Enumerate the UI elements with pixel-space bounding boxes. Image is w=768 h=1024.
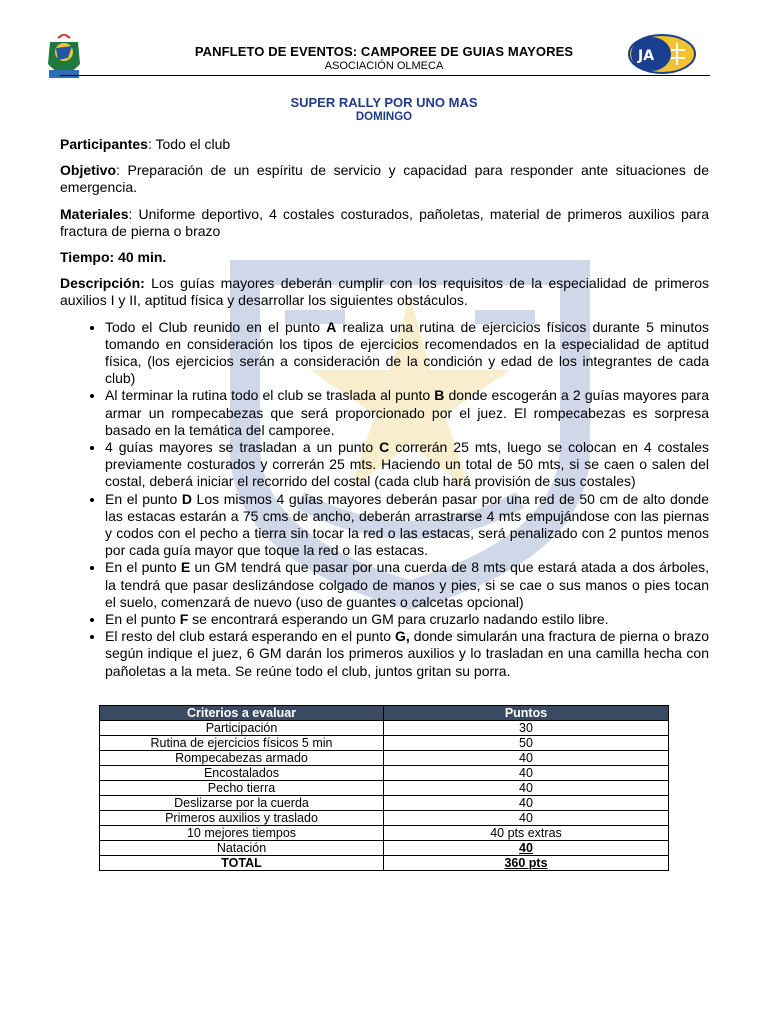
table-cell: Encostalados [100,766,384,781]
table-row [100,736,669,751]
list-item [105,628,709,680]
table-total-row [100,856,669,871]
step-text: correrán 25 mts, luego se colocan en 4 costales previamente costurados y correrán 25 mts. Haciendo un total de 50 mts, si se caen o salen del costal, deberá iniciar el recorrido del costal (cada club hará provisión de sus costales) [105,439,709,490]
list-item [105,491,709,560]
table-cell: 40 [384,766,669,781]
table-row [100,721,669,736]
criteria-table [99,705,669,871]
table-cell: Natación [100,841,384,856]
step-text: donde escogerán a 2 guías mayores para armar un rompecabezas que será proporcionado por el juez. El rompecabezas es sorpresa basado en la temática del camporee. [105,387,709,438]
table-row [100,751,669,766]
table-cell: 40 [384,751,669,766]
step-point: E [180,559,191,576]
materiales-line [60,206,709,240]
step-point: C [379,439,390,456]
camporee-logo [44,34,84,84]
step-point: F [179,611,189,628]
list-item [105,319,709,388]
step-point: G, [394,628,410,645]
step-point: B [434,387,445,404]
table-cell: Primeros auxilios y traslado [100,811,384,826]
step-text: Los mismos 4 guías mayores deberán pasar por una red de 50 cm de alto donde las estacas estarán a 75 cms de ancho, deberán arrastrarse 4 mts empujándose con las piernas y codos con el pecho a tierra sin tocar la red o las estacas, será penalizado con 2 puntos menos por cada guía mayor que toque la red o las estacas. [105,490,709,559]
step-text: En el punto [105,611,180,628]
header-subtitle: ASOCIACIÓN OLMECA [324,60,444,72]
table-row [100,766,669,781]
table-cell: 40 pts extras [384,826,669,841]
step-text: Al terminar la rutina todo el club se traslada al punto [105,387,435,404]
table-cell: 360 pts [384,856,669,871]
table-cell: 10 mejores tiempos [100,826,384,841]
table-cell: Pecho tierra [100,781,384,796]
list-item [105,387,709,439]
table-cell: 40 [384,841,669,856]
step-text: En el punto [105,490,182,507]
step-text: se encontrará esperando un GM para cruzarlo nadando estilo libre. [188,611,609,628]
descripcion-label: Descripción: [60,275,145,292]
step-text: En el punto [105,559,181,576]
materiales-value: : Uniforme deportivo, 4 costales costurados, pañoletas, material de primeros auxilios para fractura de pierna o brazo [60,205,709,239]
document-body [60,136,709,680]
table-row [100,826,669,841]
table-row [100,841,669,856]
table-header-points: Puntos [384,706,669,721]
table-cell: Rutina de ejercicios físicos 5 min [100,736,384,751]
table-cell: 40 [384,811,669,826]
list-item [105,439,709,491]
descripcion-line [60,275,709,309]
table-cell: Rompecabezas armado [100,751,384,766]
descripcion-value: Los guías mayores deberán cumplir con los requisitos de la especialidad de primeros auxilios I y II, aptitud física y desarrollar los siguientes obstáculos. [60,275,709,309]
table-row [100,796,669,811]
step-text: un GM tendrá que pasar por una cuerda de 8 mts que estará atada a dos árboles, la tendrá que pasar deslizándose colgado de manos y pies, si se cae o sus manos o pies tocan el suelo, comenzará de nuevo (uso de guantes o calcetas opcional) [105,559,709,610]
objetivo-value: : Preparación de un espíritu de servicio y capacidad para responder ante situaciones de emergencia. [60,162,709,196]
event-title: SUPER RALLY POR UNO MAS [290,95,478,110]
materiales-label: Materiales [60,205,129,222]
table-cell: Participación [100,721,384,736]
table-row [100,781,669,796]
step-text: Todo el Club reunido en el punto [105,318,327,335]
table-row [100,811,669,826]
tiempo-label: Tiempo: 40 min. [60,249,167,266]
objetivo-label: Objetivo [60,162,117,179]
table-cell: 30 [384,721,669,736]
table-cell: Deslizarse por la cuerda [100,796,384,811]
step-text: realiza una rutina de ejercicios físicos durante 5 minutos tomando en consideración los tipos de ejercicios recomendados en la especialidad de aptitud física, (los ejercicios serán a consideración de la condición y edad de los integrantes de cada club) [105,318,710,387]
table-cell: 40 [384,796,669,811]
participantes-value: : Todo el club [147,136,231,152]
list-item [105,559,709,611]
step-text: El resto del club estará esperando en el punto [105,628,395,645]
table-header-criteria: Criterios a evaluar [100,706,384,721]
obstacle-list [60,319,709,680]
participantes-label: Participantes [60,136,148,152]
table-cell: TOTAL [100,856,384,871]
step-point: D [181,490,192,507]
step-text: 4 guías mayores se trasladan a un punto [105,439,380,456]
list-item [105,611,709,628]
table-cell: 40 [384,781,669,796]
header-divider [60,75,710,76]
header-title: PANFLETO DE EVENTOS: CAMPOREE DE GUIAS MAYORES [194,44,574,59]
step-text: donde simularán una fractura de pierna o brazo según indique el juez, 6 GM darán los primeros auxilios y lo trasladan en una camilla hecha con pañoletas a la meta. Se reúne todo el club, juntos gritan su porra. [105,628,709,679]
table-header-row [100,706,669,721]
participantes-line [60,136,709,153]
event-day: DOMINGO [355,111,413,123]
ja-logo-text: JA [638,48,655,64]
objetivo-line [60,162,709,196]
table-cell: 50 [384,736,669,751]
tiempo-line [60,249,709,266]
step-point: A [326,318,337,335]
